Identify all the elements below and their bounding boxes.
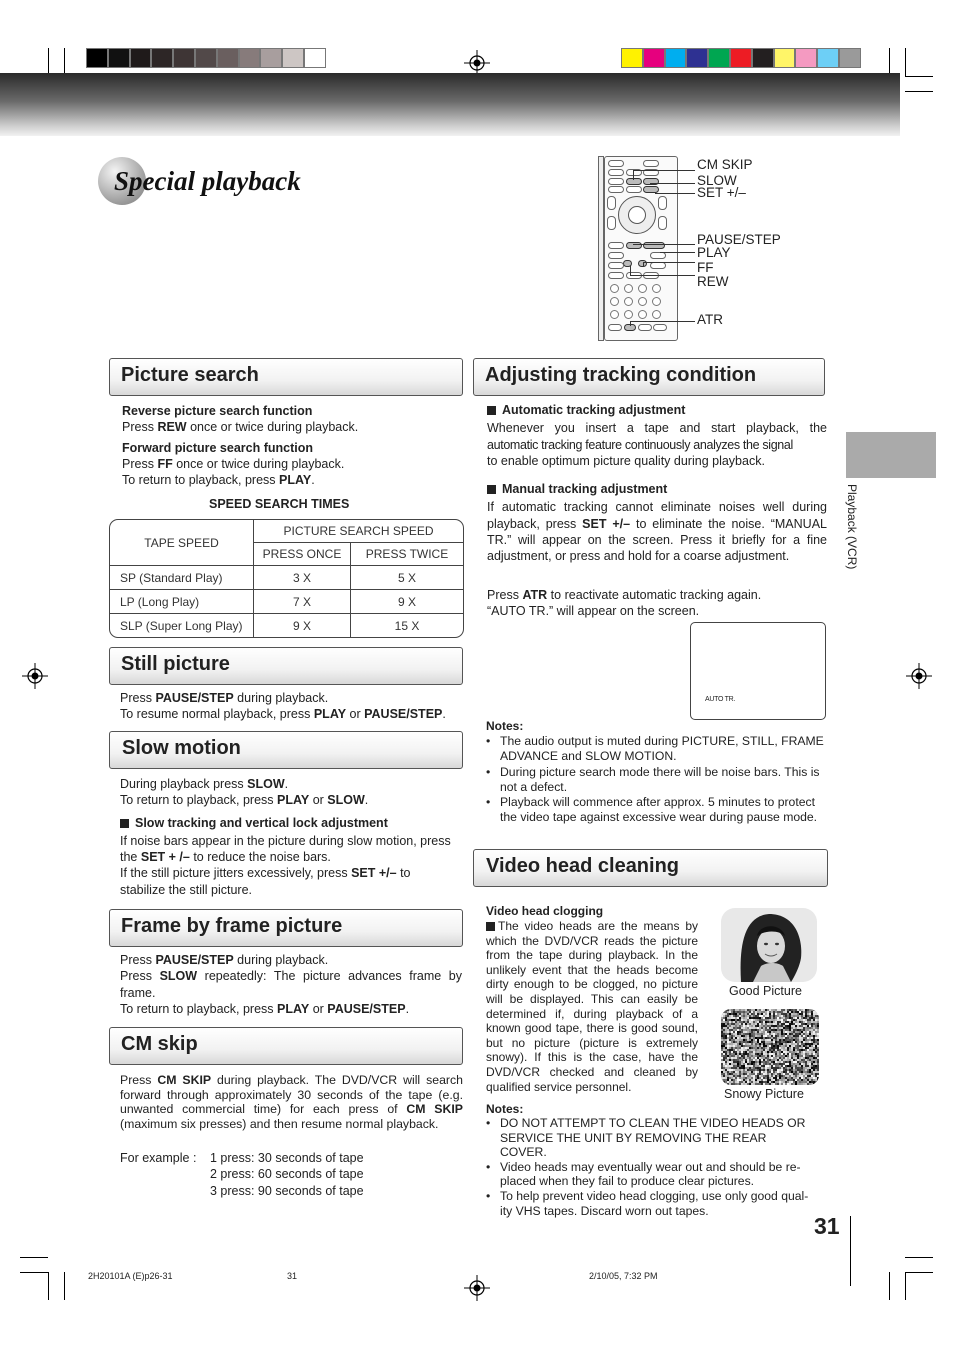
note-item: • To help prevent video head clogging, use only good qual-ity VHS tapes. Discard worn out tapes. [486,1189,816,1218]
manual-tracking-title: Manual tracking adjustment [487,481,827,497]
table-cell: 9 X [254,614,351,638]
note-item: • DO NOT ATTEMPT TO CLEAN THE VIDEO HEADS OR SERVICE THE UNIT BY REMOVING THE REAR COVER. [486,1116,816,1160]
remote-label-cm-skip: CM SKIP [697,157,753,172]
table-cell: 3 X [254,566,351,590]
footer-center: 31 [287,1271,298,1281]
still-picture-heading: Still picture [109,647,463,685]
calibration-swatch [665,48,687,68]
clogging-title: Video head clogging [486,904,604,918]
calibration-swatch [260,48,282,68]
calibration-swatch [643,48,665,68]
frame-line-2: Press SLOW repeatedly: The picture advances frame by frame. [120,969,462,1000]
clogging-paragraph: The video heads are the means by which the DVD/VCR reads the picture from the tape during playback. In the unlikely event that the heads become dirty enough to be clogged, no picture will be displayed. This can easily be determined if, during playback of a known good tape, there is good sound, but no picture (picture is extremely snowy). If this is the case, have the DVD/VCR checked and cleaned by qualified service personnel. [486,919,698,1094]
calibration-swatch [730,48,752,68]
calibration-swatch [195,48,217,68]
cleaning-notes [486,1116,816,1218]
note-item: • Video heads may eventually wear out and should be re-placed when they fail to produce clear pictures. [486,1160,816,1189]
calibration-swatch [151,48,173,68]
still-line-1: Press PAUSE/STEP during playback. [120,691,329,705]
tape-speed-header: TAPE SPEED [110,520,254,566]
table-cell: 15 X [351,614,464,638]
square-bullet-icon [487,406,496,415]
remote-label-rew: REW [697,274,729,289]
good-picture-caption: Good Picture [729,984,802,998]
remote-label-atr: ATR [697,312,723,327]
table-row [110,590,464,614]
frame-line-1: Press PAUSE/STEP during playback. [120,953,329,967]
speed-search-title: SPEED SEARCH TIMES [209,497,350,511]
page-title: Special playback [114,166,301,196]
calibration-swatch [752,48,774,68]
slow-paragraph-2: If the still picture jitters excessively, press SET +/– to stabilize the still picture. [120,866,411,897]
auto-tracking-text [487,420,827,469]
remote-label-ff: FF [697,260,714,275]
slow-line-2: To return to playback, press PLAY or SLOW. [120,793,369,808]
page-number: 31 [814,1213,840,1239]
snowy-picture-caption: Snowy Picture [724,1087,804,1101]
side-tab-label: Playback (VCR) [845,484,859,570]
calibration-swatch [839,48,861,68]
forward-search-title: Forward picture search function [122,440,314,455]
note-item: • During picture search mode there will be noise bars. This is not a defect. [486,765,828,796]
video-head-cleaning-heading: Video head cleaning [473,849,828,887]
calibration-swatch [239,48,261,68]
speed-search-table [109,519,464,638]
note-item: • Playback will commence after approx. 5 minutes to protect the video tape against excessive wear during pause mode. [486,795,828,826]
note-item: • The audio output is muted during PICTURE, STILL, FRAME ADVANCE and SLOW MOTION. [486,734,828,765]
square-bullet-icon [120,819,129,828]
forward-search-text: Press FF once or twice during playback. [122,456,345,471]
example-item: 1 press: 30 seconds of tape [210,1151,364,1165]
calibration-swatch [304,48,326,68]
square-bullet-icon [487,485,496,494]
grayscale-calibration-bar [86,48,326,68]
auto-line: automatic tracking feature continuously analyzes the signal [487,437,793,452]
remote-label-play: PLAY [697,245,731,260]
calibration-swatch [86,48,108,68]
slow-paragraph-1: If noise bars appear in the picture during slow motion, press the SET + /– to reduce the noise bars. [120,833,451,865]
table-row [110,614,464,638]
footer-right: 2/10/05, 7:32 PM [589,1271,658,1281]
atr-line-1: Press ATR to reactivate automatic tracking again. [487,587,762,602]
auto-line: Whenever you insert a tape and start playback, the [487,421,827,436]
snowy-picture-image [721,1009,819,1085]
remote-label-pause-step: PAUSE/STEP [697,232,781,247]
cm-skip-paragraph: Press CM SKIP during playback. The DVD/VCR will search forward through approximately 30 seconds of the tape (e.g. unwanted commercial time) for each press of CM SKIP (maximum six presses) and then resume normal playback. [120,1073,463,1131]
calibration-swatch [708,48,730,68]
press-once-header: PRESS ONCE [254,543,351,566]
slow-motion-body [120,776,455,898]
square-bullet-icon [486,922,495,931]
cm-skip-examples [210,1150,364,1199]
tv-screen-illustration [690,622,826,720]
cleaning-notes-title: Notes: [486,1102,524,1116]
tracking-body [487,402,827,619]
reverse-search-text: Press REW once or twice during playback. [122,420,359,435]
registration-mark-right [906,663,932,689]
table-cell: 9 X [351,590,464,614]
frame-by-frame-heading: Frame by frame picture [109,909,463,947]
still-line-2: To resume normal playback, press PLAY or PAUSE/STEP. [120,707,446,722]
slow-tracking-title: Slow tracking and vertical lock adjustment [120,815,455,831]
table-cell: SP (Standard Play) [110,566,254,590]
calibration-swatch [282,48,304,68]
slow-motion-heading: Slow motion [109,731,463,769]
remote-label-set: SET +/– [697,185,746,200]
good-picture-image [721,908,817,982]
reverse-search-title: Reverse picture search function [122,404,313,418]
auto-tracking-title: Automatic tracking adjustment [487,402,827,418]
atr-line-2: “AUTO TR.” will appear on the screen. [487,603,700,618]
calibration-swatch [108,48,130,68]
table-cell: SLP (Super Long Play) [110,614,254,638]
table-cell: LP (Long Play) [110,590,254,614]
registration-mark-left [22,663,48,689]
picture-search-body [122,403,462,488]
cm-skip-heading: CM skip [109,1027,463,1065]
tracking-notes [486,734,828,826]
calibration-swatch [686,48,708,68]
calibration-swatch [774,48,796,68]
manual-tracking-text: If automatic tracking cannot eliminate noises well during playback, press SET +/– to eliminate the noise. “MANUAL TR.” will appear on the screen. Press it briefly for a fine adjustment, or press and hold for a coarse adjustment. [487,500,827,564]
table-cell: 7 X [254,590,351,614]
frame-by-frame-body [120,952,462,1017]
still-picture-body [120,690,465,723]
remote-label-slow: SLOW [697,173,737,188]
example-item: 2 press: 60 seconds of tape [210,1167,364,1182]
cm-skip-example-label: For example : [120,1151,197,1165]
calibration-swatch [217,48,239,68]
color-calibration-bar [621,48,861,68]
picture-search-speed-header: PICTURE SEARCH SPEED [254,520,464,543]
side-tab [846,432,936,478]
screen-text: AUTO TR. [705,696,736,703]
example-item: 3 press: 90 seconds of tape [210,1183,364,1198]
page-number-rule [850,1216,851,1286]
table-cell: 5 X [351,566,464,590]
picture-search-heading: Picture search [109,358,463,396]
calibration-swatch [817,48,839,68]
calibration-swatch [795,48,817,68]
return-playback-text: To return to playback, press PLAY. [122,473,315,488]
footer-left: 2H20101A (E)p26-31 [88,1271,173,1281]
slow-line-1: During playback press SLOW. [120,777,289,791]
tracking-notes-title: Notes: [486,719,524,733]
calibration-swatch [130,48,152,68]
table-row [110,566,464,590]
frame-line-3: To return to playback, press PLAY or PAUSE/STEP. [120,1001,410,1016]
header-band [0,73,900,136]
press-twice-header: PRESS TWICE [351,543,464,566]
calibration-swatch [621,48,643,68]
calibration-swatch [173,48,195,68]
tracking-heading: Adjusting tracking condition [473,358,825,396]
auto-line: to enable optimum picture quality during playback. [487,453,765,468]
registration-mark-bottom [464,1275,490,1301]
